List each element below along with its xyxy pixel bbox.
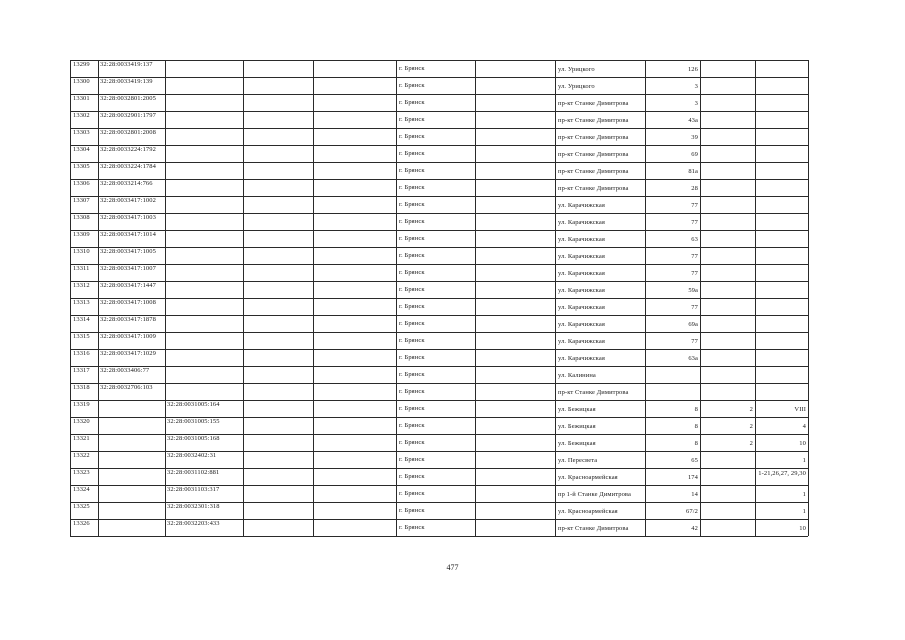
table-rule	[70, 60, 71, 536]
premises-number: 10	[799, 525, 806, 532]
street-cell: ул. Карачижская	[558, 338, 605, 345]
house-number: 77	[691, 219, 698, 226]
row-number: 13305	[73, 163, 90, 170]
city-cell: г. Брянск	[399, 439, 425, 446]
table-rule	[808, 60, 809, 536]
table-rule	[70, 162, 808, 163]
house-number: 3	[694, 100, 698, 107]
street-cell: ул. Карачижская	[558, 236, 605, 243]
city-cell: г. Брянск	[399, 269, 425, 276]
street-cell: пр 1-й Станке Димитрова	[558, 491, 632, 498]
street-cell: ул. Карачижская	[558, 304, 605, 311]
city-cell: г. Брянск	[399, 235, 425, 242]
city-cell: г. Брянск	[399, 337, 425, 344]
city-cell: г. Брянск	[399, 371, 425, 378]
premises-number: 1-21,26,27, 29,30	[758, 470, 806, 477]
street-cell: ул. Карачижская	[558, 202, 605, 209]
house-number: 174	[687, 474, 698, 481]
row-number: 13307	[73, 197, 90, 204]
house-number: 77	[691, 253, 698, 260]
city-cell: г. Брянск	[399, 167, 425, 174]
cadastral-number: 32:28:0033417:1878	[100, 316, 156, 323]
cadastral-number: 32:28:0033417:1005	[100, 248, 156, 255]
street-cell: ул. Калинина	[558, 372, 596, 379]
table-rule	[70, 332, 808, 333]
street-cell: ул. Карачижская	[558, 219, 605, 226]
table-rule	[70, 111, 808, 112]
street-cell: пр-кт Станке Димитрова	[558, 134, 629, 141]
house-number: 28	[691, 185, 698, 192]
cadastral-number: 32:28:0032203:433	[167, 520, 220, 527]
table-rule	[70, 366, 808, 367]
cadastral-number: 32:28:0032901:1797	[100, 112, 156, 119]
cadastral-number: 32:28:0033417:1007	[100, 265, 156, 272]
table-rule	[70, 77, 808, 78]
building-number: 2	[749, 440, 753, 447]
row-number: 13317	[73, 367, 90, 374]
row-number: 13318	[73, 384, 90, 391]
premises-number: 1	[802, 457, 806, 464]
table-rule	[70, 315, 808, 316]
city-cell: г. Брянск	[399, 388, 425, 395]
city-cell: г. Брянск	[399, 150, 425, 157]
row-number: 13316	[73, 350, 90, 357]
house-number: 59а	[688, 287, 698, 294]
house-number: 67/2	[686, 508, 698, 515]
row-number: 13325	[73, 503, 90, 510]
row-number: 13320	[73, 418, 90, 425]
street-cell: ул. Бежицкая	[558, 440, 596, 447]
city-cell: г. Брянск	[399, 286, 425, 293]
cadastral-number: 32:28:0033417:1447	[100, 282, 156, 289]
house-number: 42	[691, 525, 698, 532]
table-rule	[70, 264, 808, 265]
house-number: 77	[691, 338, 698, 345]
street-cell: ул. Карачижская	[558, 355, 605, 362]
table-rule	[70, 298, 808, 299]
street-cell: ул. Пересвета	[558, 457, 598, 464]
street-cell: ул. Бежицкая	[558, 423, 596, 430]
city-cell: г. Брянск	[399, 82, 425, 89]
city-cell: г. Брянск	[399, 473, 425, 480]
premises-number: 10	[799, 440, 806, 447]
row-number: 13323	[73, 469, 90, 476]
cadastral-number: 32:28:0031005:168	[167, 435, 220, 442]
street-cell: ул. Урицкого	[558, 83, 595, 90]
street-cell: пр-кт Станке Димитрова	[558, 151, 629, 158]
row-number: 13315	[73, 333, 90, 340]
house-number: 8	[694, 440, 698, 447]
table-rule	[70, 179, 808, 180]
cadastral-number: 32:28:0033417:1009	[100, 333, 156, 340]
city-cell: г. Брянск	[399, 507, 425, 514]
row-number: 13321	[73, 435, 90, 442]
cadastral-number: 32:28:0032706:103	[100, 384, 153, 391]
row-number: 13303	[73, 129, 90, 136]
row-number: 13313	[73, 299, 90, 306]
city-cell: г. Брянск	[399, 422, 425, 429]
building-number: 2	[749, 406, 753, 413]
house-number: 8	[694, 423, 698, 430]
table-rule	[555, 60, 556, 536]
row-number: 13300	[73, 78, 90, 85]
house-number: 69	[691, 151, 698, 158]
cadastral-number: 32:28:0033417:1014	[100, 231, 156, 238]
city-cell: г. Брянск	[399, 201, 425, 208]
city-cell: г. Брянск	[399, 303, 425, 310]
city-cell: г. Брянск	[399, 490, 425, 497]
street-cell: ул. Карачижская	[558, 321, 605, 328]
cadastral-number: 32:28:0033224:1784	[100, 163, 156, 170]
house-number: 39	[691, 134, 698, 141]
row-number: 13324	[73, 486, 90, 493]
street-cell: пр-кт Станке Димитрова	[558, 185, 629, 192]
table-rule	[243, 60, 244, 536]
street-cell: пр-кт Станке Димитрова	[558, 525, 629, 532]
row-number: 13308	[73, 214, 90, 221]
table-rule	[475, 60, 476, 536]
table-rule	[70, 281, 808, 282]
table-rule	[313, 60, 314, 536]
table-rule	[70, 247, 808, 248]
street-cell: ул. Карачижская	[558, 253, 605, 260]
city-cell: г. Брянск	[399, 116, 425, 123]
table-rule	[70, 94, 808, 95]
row-number: 13301	[73, 95, 90, 102]
cadastral-number: 32:28:0033417:1008	[100, 299, 156, 306]
street-cell: пр-кт Станке Димитрова	[558, 168, 629, 175]
street-cell: ул. Урицкого	[558, 66, 595, 73]
row-number: 13322	[73, 452, 90, 459]
row-number: 13304	[73, 146, 90, 153]
table-rule	[70, 128, 808, 129]
house-number: 65	[691, 457, 698, 464]
street-cell: пр-кт Станке Димитрова	[558, 117, 629, 124]
house-number: 69а	[688, 321, 698, 328]
street-cell: ул. Красноармейская	[558, 508, 618, 515]
street-cell: ул. Бежицкая	[558, 406, 596, 413]
cadastral-number: 32:28:0032801:2005	[100, 95, 156, 102]
city-cell: г. Брянск	[399, 99, 425, 106]
building-number: 2	[749, 423, 753, 430]
house-number: 63	[691, 236, 698, 243]
city-cell: г. Брянск	[399, 405, 425, 412]
cadastral-number: 32:28:0033406:77	[100, 367, 150, 374]
table-rule	[700, 60, 701, 536]
house-number: 81а	[688, 168, 698, 175]
table-rule	[70, 383, 808, 384]
cadastral-number: 32:28:0031103:317	[167, 486, 220, 493]
street-cell: пр-кт Станке Димитрова	[558, 100, 629, 107]
cadastral-number: 32:28:0032402:31	[167, 452, 217, 459]
city-cell: г. Брянск	[399, 218, 425, 225]
city-cell: г. Брянск	[399, 524, 425, 531]
house-number: 43а	[688, 117, 698, 124]
street-cell: ул. Карачижская	[558, 287, 605, 294]
street-cell: пр-кт Станке Димитрова	[558, 389, 629, 396]
row-number: 13302	[73, 112, 90, 119]
cadastral-number: 32:28:0033419:137	[100, 61, 153, 68]
cadastral-number: 32:28:0033417:1029	[100, 350, 156, 357]
cadastral-number: 32:28:0031102:881	[167, 469, 220, 476]
premises-number: VIII	[794, 406, 806, 413]
city-cell: г. Брянск	[399, 354, 425, 361]
premises-number: 4	[802, 423, 806, 430]
city-cell: г. Брянск	[399, 133, 425, 140]
row-number: 13309	[73, 231, 90, 238]
cadastral-number: 32:28:0032801:2008	[100, 129, 156, 136]
house-number: 77	[691, 202, 698, 209]
row-number: 13312	[73, 282, 90, 289]
row-number: 13299	[73, 61, 90, 68]
cadastral-number: 32:28:0032301:318	[167, 503, 220, 510]
street-cell: ул. Карачижская	[558, 270, 605, 277]
table-rule	[755, 60, 756, 536]
city-cell: г. Брянск	[399, 252, 425, 259]
table-rule	[70, 60, 808, 61]
cadastral-number: 32:28:0033417:1002	[100, 197, 156, 204]
house-number: 14	[691, 491, 698, 498]
table-rule	[70, 196, 808, 197]
table-rule	[70, 230, 808, 231]
city-cell: г. Брянск	[399, 184, 425, 191]
table-rule	[70, 145, 808, 146]
cadastral-number: 32:28:0031005:164	[167, 401, 220, 408]
premises-number: 1	[802, 491, 806, 498]
city-cell: г. Брянск	[399, 456, 425, 463]
page-number: 477	[446, 563, 459, 572]
cadastral-number: 32:28:0033214:766	[100, 180, 153, 187]
table-rule	[70, 536, 808, 537]
cadastral-number: 32:28:0033419:139	[100, 78, 153, 85]
street-cell: ул. Красноармейская	[558, 474, 618, 481]
cadastral-number: 32:28:0033417:1003	[100, 214, 156, 221]
row-number: 13319	[73, 401, 90, 408]
row-number: 13310	[73, 248, 90, 255]
cadastral-number: 32:28:0033224:1792	[100, 146, 156, 153]
row-number: 13326	[73, 520, 90, 527]
row-number: 13314	[73, 316, 90, 323]
house-number: 3	[694, 83, 698, 90]
table-rule	[70, 213, 808, 214]
city-cell: г. Брянск	[399, 320, 425, 327]
house-number: 126	[687, 66, 698, 73]
house-number: 77	[691, 304, 698, 311]
house-number: 8	[694, 406, 698, 413]
row-number: 13311	[73, 265, 90, 272]
row-number: 13306	[73, 180, 90, 187]
city-cell: г. Брянск	[399, 65, 425, 72]
table-rule	[396, 60, 397, 536]
cadastral-number: 32:28:0031005:155	[167, 418, 220, 425]
house-number: 77	[691, 270, 698, 277]
table-rule	[70, 349, 808, 350]
premises-number: 1	[802, 508, 806, 515]
house-number: 63а	[688, 355, 698, 362]
